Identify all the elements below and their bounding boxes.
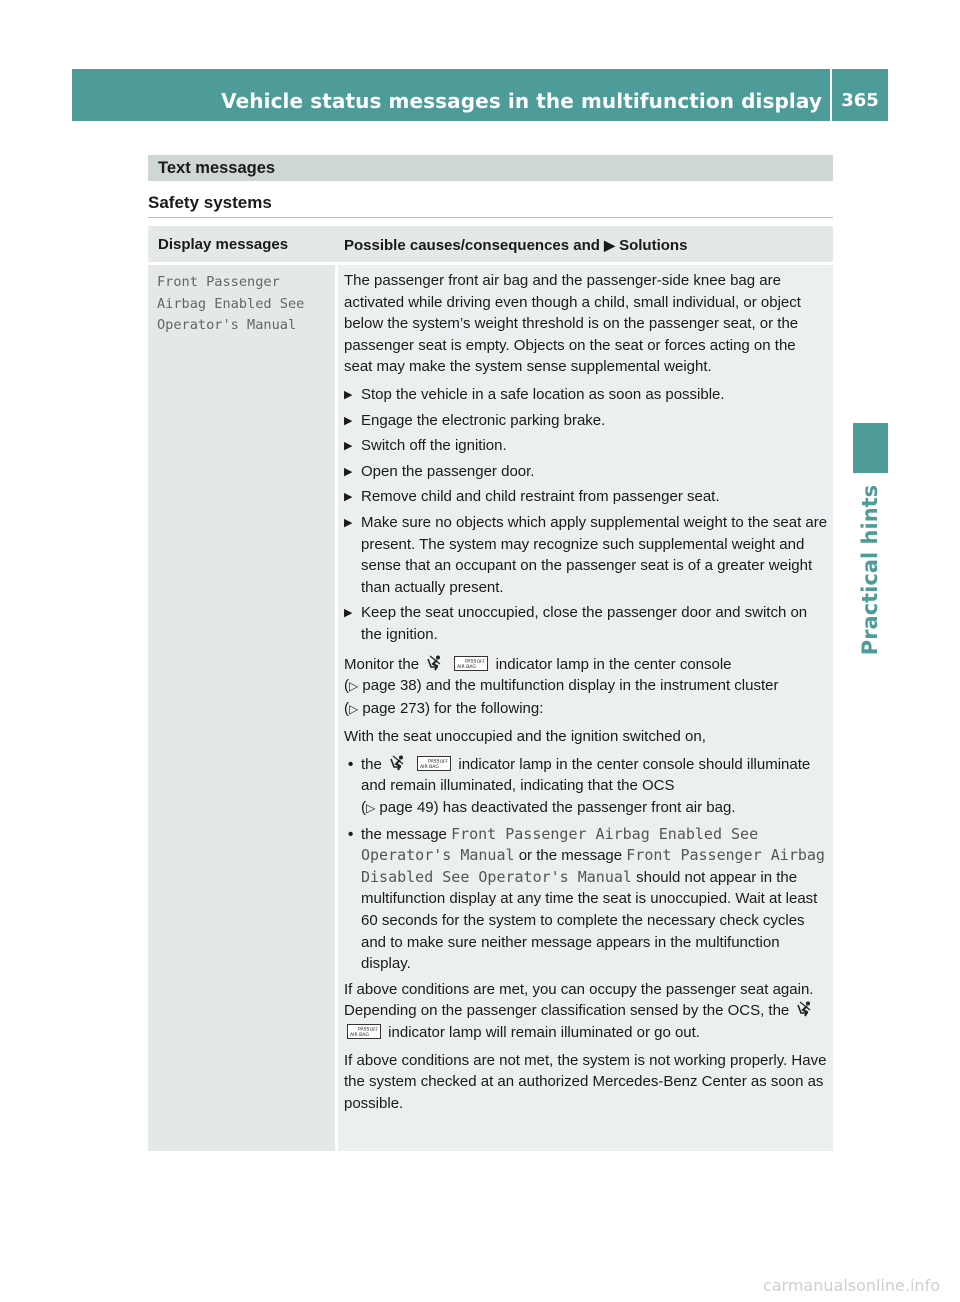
ref-paren: ( xyxy=(361,799,366,817)
solution-step xyxy=(344,461,828,483)
step-arrow-icon: ▶ xyxy=(344,491,353,504)
if-met-paragraph xyxy=(344,979,828,1044)
watermark: carmanualsonline.info xyxy=(762,1276,940,1295)
bullet2-text: should not appear in the multifunction display at any time the seat is unoccupied. Wait at least 60 seconds for the system to complete the necessary check cycles and to make sure neither message appears in the multifunction display. xyxy=(361,868,818,973)
ref-paren: ( xyxy=(344,677,349,695)
ref-paren: ( xyxy=(344,699,349,717)
step-arrow-icon: ▶ xyxy=(344,607,353,620)
solution-arrow-icon: ▶ xyxy=(604,237,615,253)
bullet1-prefix: the xyxy=(361,755,382,773)
step-text: Keep the seat unoccupied, close the passenger door and switch on the ignition. xyxy=(361,604,808,643)
seated-occupant-icon xyxy=(389,755,407,771)
message-line: Front Passenger xyxy=(157,274,280,290)
airbag-icon-text: AIR BAG xyxy=(420,764,440,770)
step-text: Make sure no objects which apply supplemental weight to the seat are present. The system may recognize such supplemental weight and sense that an occupant on the passenger seat is of a greater weight than actually present. xyxy=(361,513,828,596)
causes-solutions-content xyxy=(344,270,828,1120)
pass-icon-text: PASS xyxy=(465,659,477,664)
page-ref-icon: ▷ xyxy=(366,801,376,816)
col-header-display-messages: Display messages xyxy=(158,236,289,253)
col-header-prefix: Possible causes/consequences and xyxy=(344,237,600,254)
solution-step xyxy=(344,602,828,645)
pass-airbag-off-icon xyxy=(454,656,488,671)
bullet-item xyxy=(344,824,828,975)
bullet-item xyxy=(344,754,828,820)
bullet-dot: • xyxy=(348,825,354,843)
monitor-mid2: ) and the multifunction display in the instrument cluster xyxy=(416,677,779,695)
inline-message-code: Front Passenger Airbag Disabled See Operator's Manual xyxy=(361,846,825,886)
side-tab-marker xyxy=(853,423,888,473)
seated-occupant-icon xyxy=(796,1001,814,1017)
step-arrow-icon: ▶ xyxy=(344,440,353,453)
inline-message-code: Front Passenger Airbag Enabled See Operator's Manual xyxy=(361,824,759,865)
if-met-prefix: If above conditions are met, you can occupy the passenger seat again. Depending on the passenger classification sensed by the OCS, the xyxy=(344,980,814,1020)
solution-steps xyxy=(344,384,828,646)
step-arrow-icon: ▶ xyxy=(344,414,353,427)
page-ref-icon: ▷ xyxy=(349,701,359,716)
table-row xyxy=(148,265,833,1151)
if-met-suffix: indicator lamp will remain illuminated or go out. xyxy=(388,1024,700,1041)
if-not-met-paragraph: If above conditions are not met, the system is not working properly. Have the system checked at an authorized Mercedes-Benz Center as soon as possible. xyxy=(344,1051,827,1112)
step-text: Engage the electronic parking brake. xyxy=(361,411,606,429)
page-ref-icon: ▷ xyxy=(349,679,359,694)
col-header-causes-solutions xyxy=(344,226,687,265)
bullet1-mid: indicator lamp in the center console should illuminate and remain illuminated, indicating that the OCS xyxy=(361,755,811,795)
step-arrow-icon: ▶ xyxy=(344,516,353,529)
step-arrow-icon: ▶ xyxy=(344,388,353,401)
page-number: 365 xyxy=(841,90,879,111)
solution-step xyxy=(344,410,828,432)
intro-paragraph: The passenger front air bag and the passenger-side knee bag are activated while driving even though a child, small individual, or object below the system’s weight threshold is on the passenger seat, or the passenger seat is empty. Objects on the seat or forces acting on the seat may make the system sense supplemental weight. xyxy=(344,272,801,376)
step-arrow-icon: ▶ xyxy=(344,465,353,478)
airbag-icon-text: AIR BAG xyxy=(350,1033,369,1038)
monitor-paragraph xyxy=(344,654,828,721)
step-text: Stop the vehicle in a safe location as soon as possible. xyxy=(361,385,725,403)
page-header xyxy=(72,69,888,121)
solution-step xyxy=(344,486,828,508)
bullet2-text: or the message xyxy=(518,847,623,865)
step-text: Switch off the ignition. xyxy=(361,437,507,455)
col-header-suffix: Solutions xyxy=(619,237,688,254)
section-bar xyxy=(148,155,833,181)
pass-icon-text: PASS xyxy=(428,759,440,765)
page-ref-link[interactable]: page 273 xyxy=(362,699,425,717)
step-text: Open the passenger door. xyxy=(361,462,535,480)
section-title: Text messages xyxy=(158,159,276,177)
bullet-dot: • xyxy=(348,755,354,773)
with-seat-paragraph: With the seat unoccupied and the ignition switched on, xyxy=(344,728,706,746)
message-line: Airbag Enabled See xyxy=(157,295,305,312)
seated-occupant-icon xyxy=(426,655,444,671)
table-header xyxy=(148,226,833,262)
message-line: Operator's Manual xyxy=(157,317,297,333)
display-message-cell xyxy=(148,265,335,1151)
page-ref-link[interactable]: page 49 xyxy=(379,799,434,817)
page-ref-link[interactable]: page 38 xyxy=(362,677,417,695)
solution-step xyxy=(344,384,828,406)
monitor-suffix: ) for the following: xyxy=(424,699,544,717)
bullet1-suffix: ) has deactivated the passenger front air bag. xyxy=(433,799,736,817)
off-icon-text: OFF xyxy=(440,758,448,764)
monitor-mid1: indicator lamp in the center console xyxy=(495,655,732,673)
pass-airbag-off-icon xyxy=(347,1024,381,1039)
display-message-text xyxy=(157,272,304,337)
check-bullets xyxy=(344,754,828,975)
causes-solutions-cell xyxy=(338,265,833,1151)
off-icon-text: OFF xyxy=(370,1027,378,1032)
step-text: Remove child and child restraint from passenger seat. xyxy=(361,488,720,506)
solution-step xyxy=(344,512,828,598)
off-icon-text: OFF xyxy=(477,658,486,664)
bullet2-text: the message xyxy=(361,825,447,843)
solution-step xyxy=(344,435,828,457)
monitor-prefix: Monitor the xyxy=(344,655,420,673)
header-separator xyxy=(830,69,832,121)
pass-airbag-off-icon xyxy=(417,756,451,771)
subsection-title: Safety systems xyxy=(148,193,272,212)
side-tab-label: Practical hints xyxy=(858,484,882,656)
subsection-rule xyxy=(148,217,833,218)
header-title: Vehicle status messages in the multifunction display xyxy=(221,89,822,113)
airbag-icon-text: AIR BAG xyxy=(457,664,477,670)
pass-icon-text: PASS xyxy=(358,1027,370,1033)
